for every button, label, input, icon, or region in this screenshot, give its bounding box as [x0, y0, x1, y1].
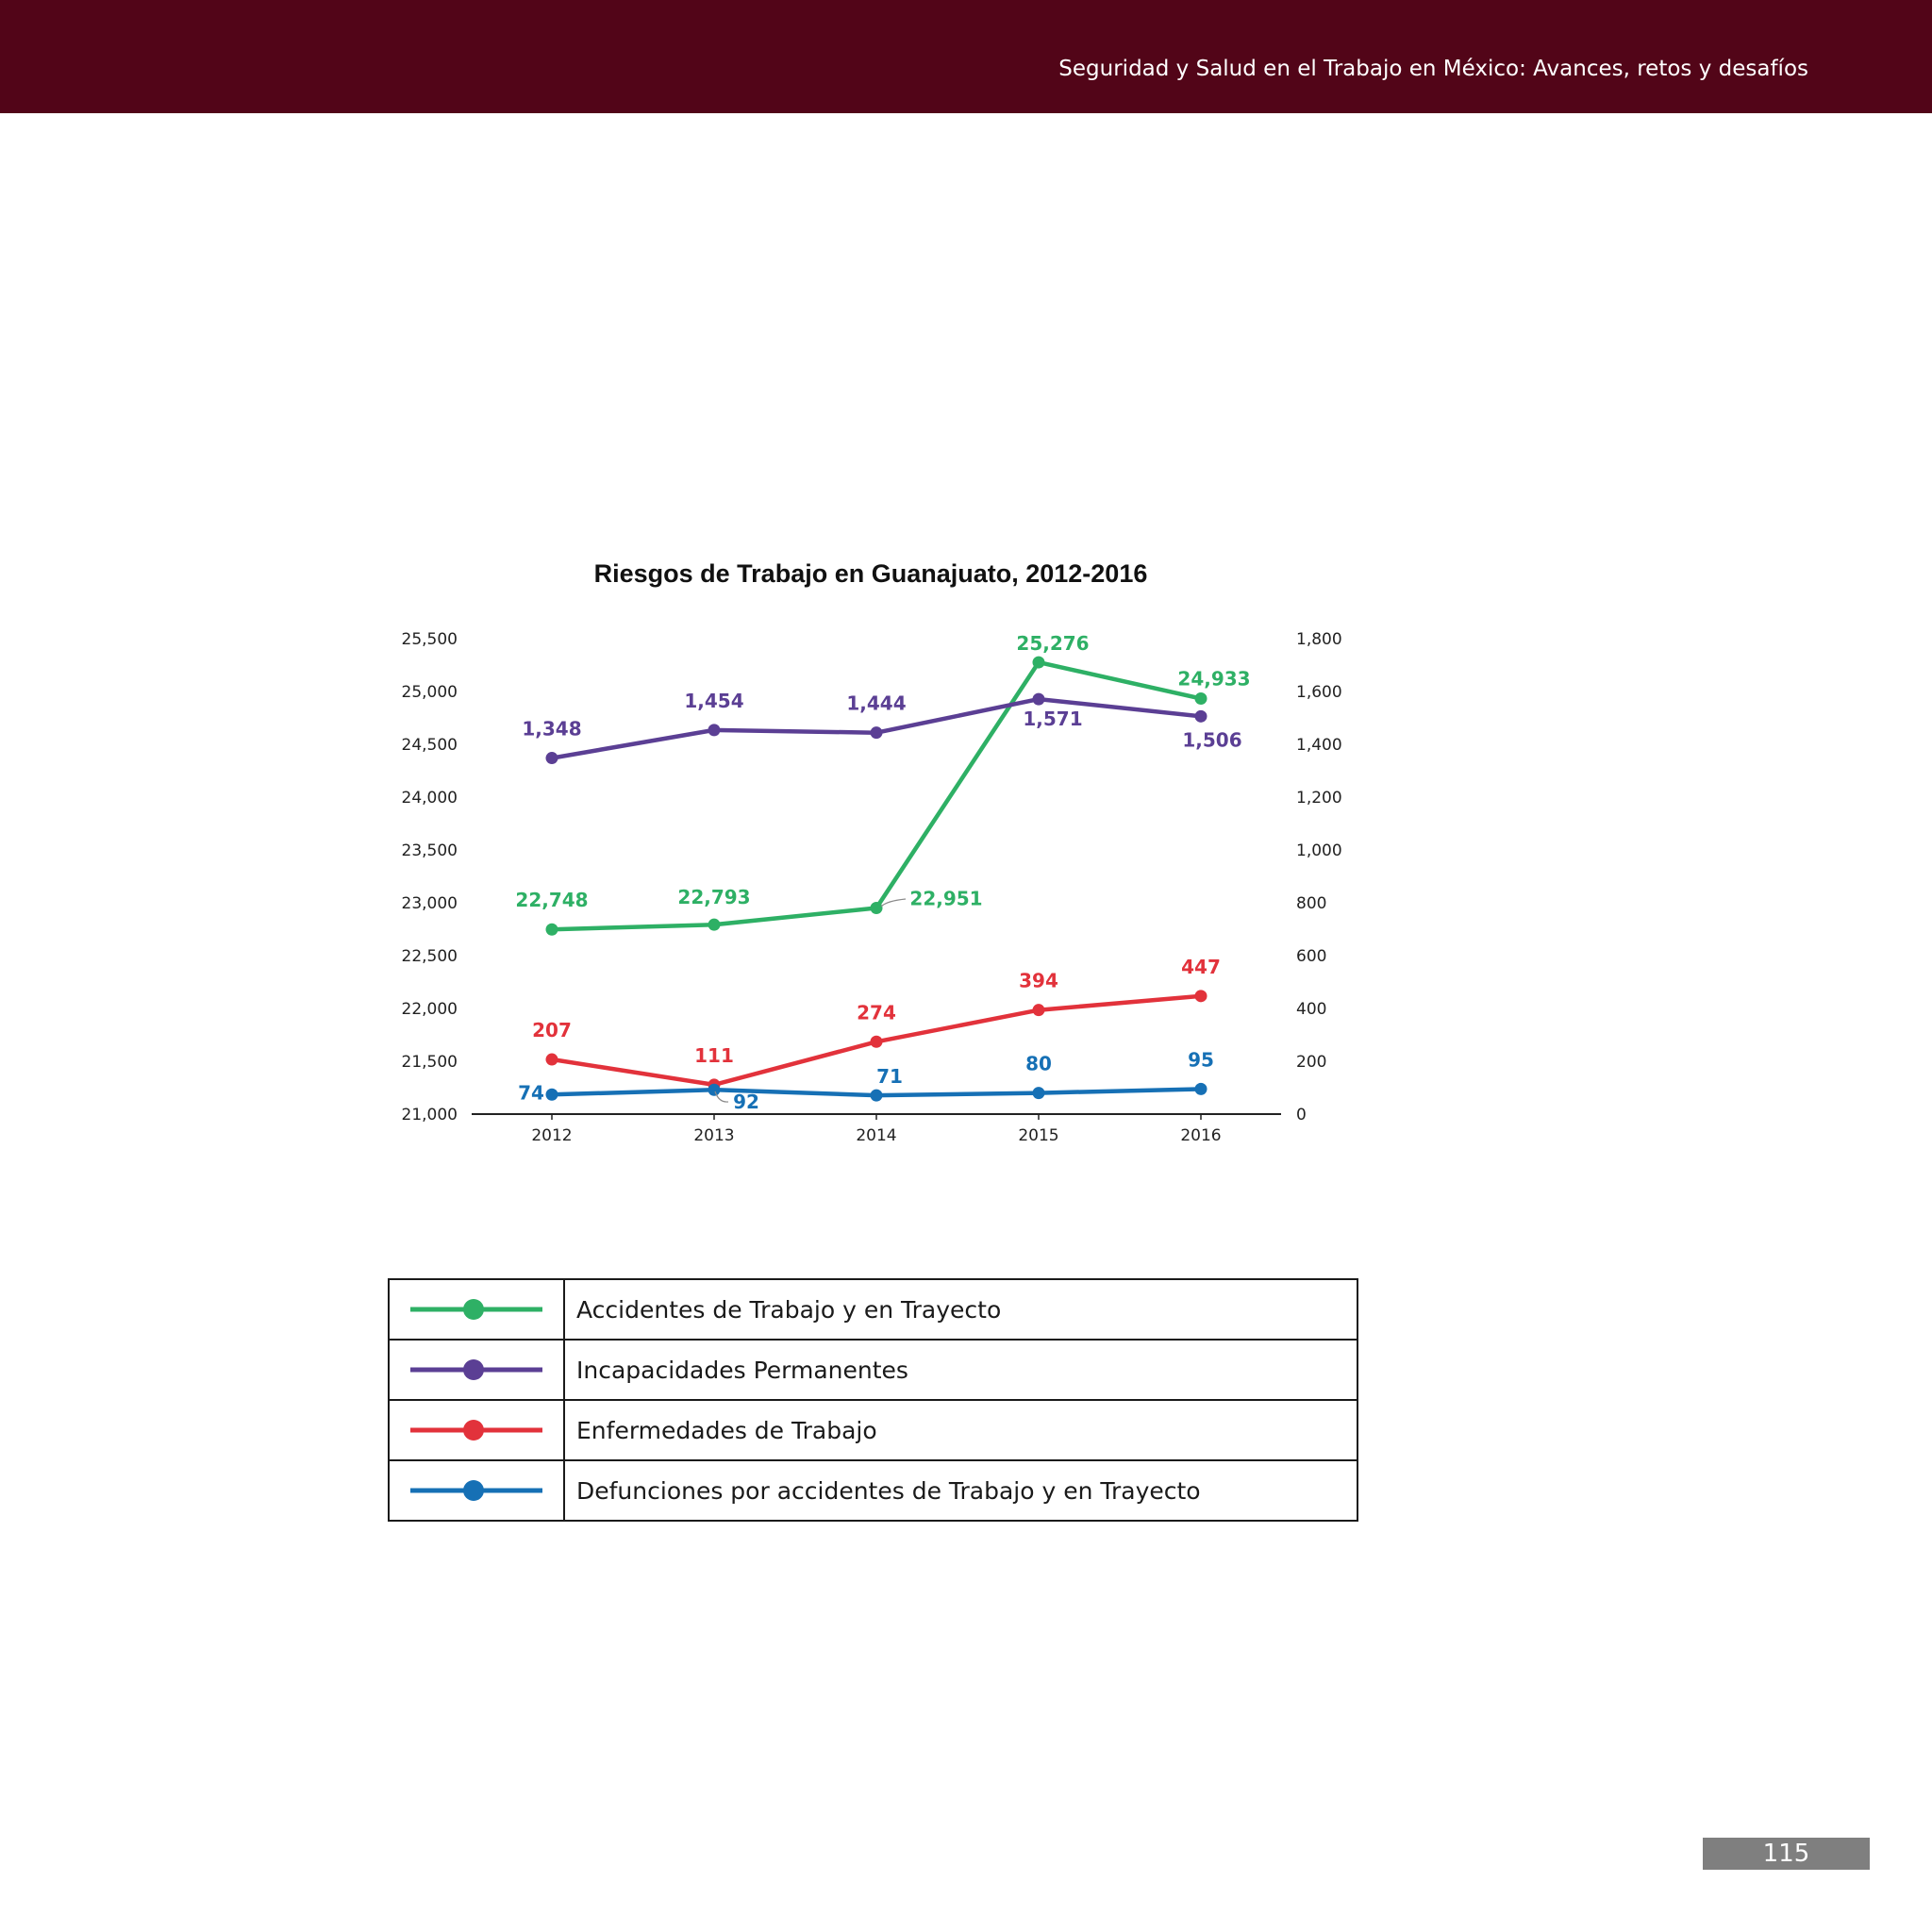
y-right-tick-label: 1,600 [1296, 683, 1342, 702]
y-left-tick-label: 23,000 [401, 894, 458, 913]
y-left-tick-label: 24,500 [401, 736, 458, 755]
data-label: 71 [876, 1065, 903, 1089]
series-point [546, 1054, 558, 1066]
series-point [1033, 1087, 1045, 1099]
legend-line-marker-icon [406, 1295, 547, 1324]
legend-label: Incapacidades Permanentes [564, 1340, 1357, 1400]
x-tick-label: 2013 [693, 1126, 735, 1145]
y-left-tick-label: 25,500 [401, 630, 458, 649]
data-label: 22,793 [677, 886, 751, 909]
y-right-tick-label: 800 [1296, 894, 1327, 913]
legend-swatch-cell [389, 1279, 564, 1340]
data-label: 95 [1188, 1048, 1214, 1072]
data-label: 1,454 [684, 689, 744, 712]
y-left-tick-label: 22,500 [401, 947, 458, 966]
data-label: 24,933 [1177, 667, 1251, 691]
data-label: 80 [1025, 1052, 1052, 1075]
y-right-tick-label: 1,800 [1296, 630, 1342, 649]
y-right-tick-label: 200 [1296, 1053, 1327, 1072]
legend-swatch-cell [389, 1400, 564, 1460]
label-leader-line [881, 899, 906, 907]
series-point [1033, 1004, 1045, 1016]
x-tick-label: 2015 [1018, 1126, 1059, 1145]
data-label: 447 [1181, 955, 1221, 978]
legend [388, 1278, 1358, 1522]
legend-swatch-cell [389, 1460, 564, 1521]
data-label: 274 [857, 1001, 896, 1024]
chart-title: Riesgos de Trabajo en Guanajuato, 2012-2016 [593, 559, 1148, 588]
series-point [871, 902, 883, 914]
legend-swatch-cell [389, 1340, 564, 1400]
series-point [1195, 710, 1208, 723]
series-point [546, 1089, 558, 1101]
data-label: 1,571 [1023, 708, 1083, 731]
series-point [1195, 692, 1208, 705]
series-point [871, 1036, 883, 1048]
y-right-tick-label: 1,200 [1296, 789, 1342, 808]
legend-line-marker-icon [406, 1356, 547, 1384]
y-left-tick-label: 25,000 [401, 683, 458, 702]
data-label: 394 [1019, 969, 1058, 992]
series-point [546, 924, 558, 936]
data-label: 74 [518, 1081, 544, 1105]
legend-row [389, 1400, 1357, 1460]
data-label: 1,506 [1182, 728, 1242, 752]
data-label: 111 [694, 1043, 734, 1067]
legend-line-marker-icon [406, 1416, 547, 1444]
y-right-tick-label: 0 [1296, 1106, 1307, 1124]
chart-lines [546, 657, 1208, 1102]
legend-label: Defunciones por accidentes de Trabajo y en Trayecto [564, 1460, 1357, 1521]
legend-row [389, 1340, 1357, 1400]
header-title: Seguridad y Salud en el Trabajo en México: Avances, retos y desafíos [1058, 57, 1808, 81]
page-number: 115 [1703, 1838, 1870, 1870]
series-point [546, 752, 558, 764]
data-label: 1,444 [846, 691, 907, 715]
y-left-tick-label: 21,500 [401, 1053, 458, 1072]
series-point [1033, 693, 1045, 706]
y-left-tick-label: 24,000 [401, 789, 458, 808]
y-left-tick-label: 23,500 [401, 841, 458, 860]
y-right-tick-label: 1,000 [1296, 841, 1342, 860]
legend-label: Enfermedades de Trabajo [564, 1400, 1357, 1460]
series-point [708, 1084, 721, 1096]
series-point [1033, 657, 1045, 669]
series-point [1195, 990, 1208, 1002]
data-label: 25,276 [1016, 632, 1090, 656]
series-point [871, 1090, 883, 1102]
x-tick-label: 2014 [856, 1126, 897, 1145]
legend-row [389, 1460, 1357, 1521]
data-label: 207 [532, 1019, 572, 1042]
data-label: 92 [733, 1091, 759, 1114]
series-point [708, 919, 721, 931]
series-point [1195, 1083, 1208, 1095]
y-right-tick-label: 400 [1296, 1000, 1327, 1019]
data-label: 1,348 [522, 717, 582, 741]
legend-label: Accidentes de Trabajo y en Trayecto [564, 1279, 1357, 1340]
y-left-tick-label: 21,000 [401, 1106, 458, 1124]
y-left-tick-label: 22,000 [401, 1000, 458, 1019]
series-point [708, 724, 721, 736]
data-label: 22,748 [515, 889, 589, 912]
data-label: 22,951 [909, 887, 983, 910]
y-right-tick-label: 600 [1296, 947, 1327, 966]
x-tick-label: 2016 [1180, 1126, 1222, 1145]
y-right-tick-label: 1,400 [1296, 736, 1342, 755]
legend-line-marker-icon [406, 1476, 547, 1505]
series-point [871, 726, 883, 739]
x-tick-label: 2012 [531, 1126, 573, 1145]
legend-row [389, 1279, 1357, 1340]
